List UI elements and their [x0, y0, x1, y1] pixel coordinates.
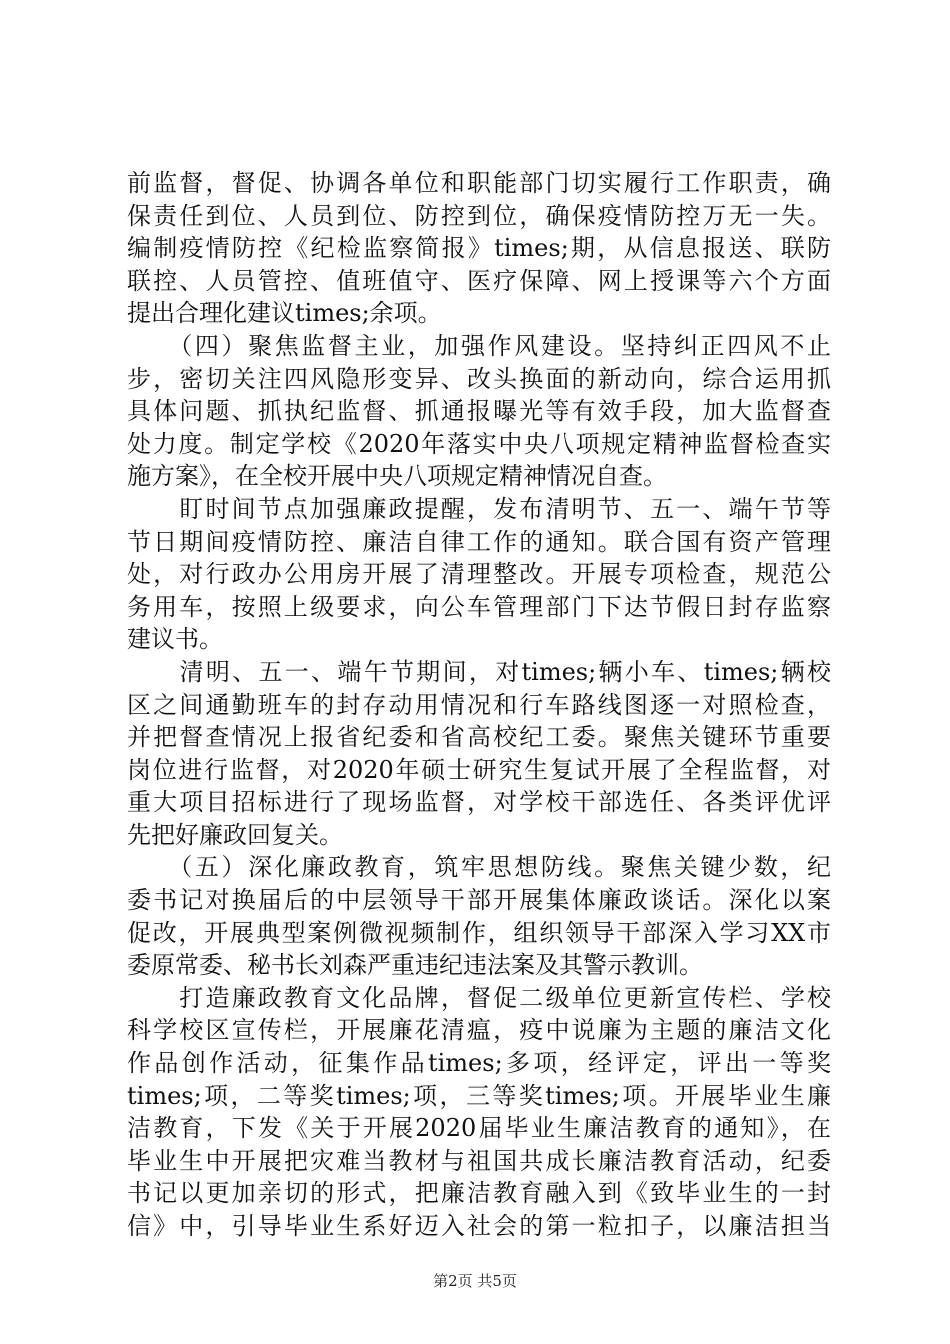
- page-number-label: 第2页 共5页: [433, 1272, 517, 1290]
- text-line: 处力度。制定学校《2020年落实中央八项规定精神监督检查实: [127, 429, 831, 458]
- text-line: 具体问题、抓执纪监督、抓通报曝光等有效手段，加大监督查: [127, 397, 831, 426]
- text-line: 建议书。: [127, 625, 223, 654]
- text-line: 节日期间疫情防控、廉洁自律工作的通知。联合国有资产管理: [127, 527, 831, 556]
- page-footer: [0, 1270, 950, 1291]
- text-line: 盯时间节点加强廉政提醒，发布清明节、五一、端午节等: [127, 494, 831, 523]
- text-line: 委原常委、秘书长刘森严重违纪违法案及其警示教训。: [127, 951, 703, 980]
- text-line: 联控、人员管控、值班值守、医疗保障、网上授课等六个方面: [127, 266, 831, 295]
- text-line: 科学校区宣传栏，开展廉花清瘟，疫中说廉为主题的廉洁文化: [127, 1016, 831, 1045]
- text-line: 毕业生中开展把灾难当教材与祖国共成长廉洁教育活动，纪委: [127, 1146, 831, 1175]
- text-line: 促改，开展典型案例微视频制作，组织领导干部深入学习XX市: [127, 918, 831, 947]
- text-line: 保责任到位、人员到位、防控到位，确保疫情防控万无一失。: [127, 201, 831, 230]
- text-line: 信》中，引导毕业生系好迈入社会的第一粒扣子，以廉洁担当: [127, 1212, 831, 1240]
- text-line: 提出合理化建议times;余项。: [127, 299, 442, 328]
- text-line: 打造廉政教育文化品牌，督促二级单位更新宣传栏、学校: [127, 983, 831, 1012]
- document-body: [127, 167, 831, 1243]
- text-line: 施方案》，在全校开展中央八项规定精神情况自查。: [127, 462, 667, 491]
- text-line: times;项，二等奖times;项，三等奖times;项。开展毕业生廉: [127, 1081, 831, 1110]
- text-line: 步，密切关注四风隐形变异、改头换面的新动向，综合运用抓: [127, 364, 831, 393]
- text-line: 委书记对换届后的中层领导干部开展集体廉政谈话。深化以案: [127, 886, 831, 915]
- text-line: 先把好廉政回复关。: [127, 820, 343, 849]
- text-line: 区之间通勤班车的封存动用情况和行车路线图逐一对照检查，: [127, 690, 831, 719]
- text-line: 务用车，按照上级要求，向公车管理部门下达节假日封存监察: [127, 592, 831, 621]
- text-line: 岗位进行监督，对2020年硕士研究生复试开展了全程监督，对: [127, 755, 831, 784]
- text-line: 编制疫情防控《纪检监察简报》times;期，从信息报送、联防: [127, 234, 831, 263]
- text-line: （五）深化廉政教育，筑牢思想防线。聚焦关键少数，纪: [127, 853, 831, 882]
- text-line: 前监督，督促、协调各单位和职能部门切实履行工作职责，确: [127, 169, 831, 197]
- text-line: 洁教育，下发《关于开展2020届毕业生廉洁教育的通知》，在: [127, 1114, 831, 1143]
- text-line: 并把督查情况上报省纪委和省高校纪工委。聚焦关键环节重要: [127, 723, 831, 752]
- text-line: 处，对行政办公用房开展了清理整改。开展专项检查，规范公: [127, 560, 831, 589]
- text-line: 作品创作活动，征集作品times;多项，经评定，评出一等奖: [127, 1049, 831, 1078]
- text-line: 书记以更加亲切的形式，把廉洁教育融入到《致毕业生的一封: [127, 1179, 831, 1208]
- text-line: （四）聚焦监督主业，加强作风建设。坚持纠正四风不止: [127, 331, 831, 360]
- text-line: 清明、五一、端午节期间，对times;辆小车、times;辆校: [127, 657, 831, 686]
- text-line: 重大项目招标进行了现场监督，对学校干部选任、各类评优评: [127, 788, 831, 817]
